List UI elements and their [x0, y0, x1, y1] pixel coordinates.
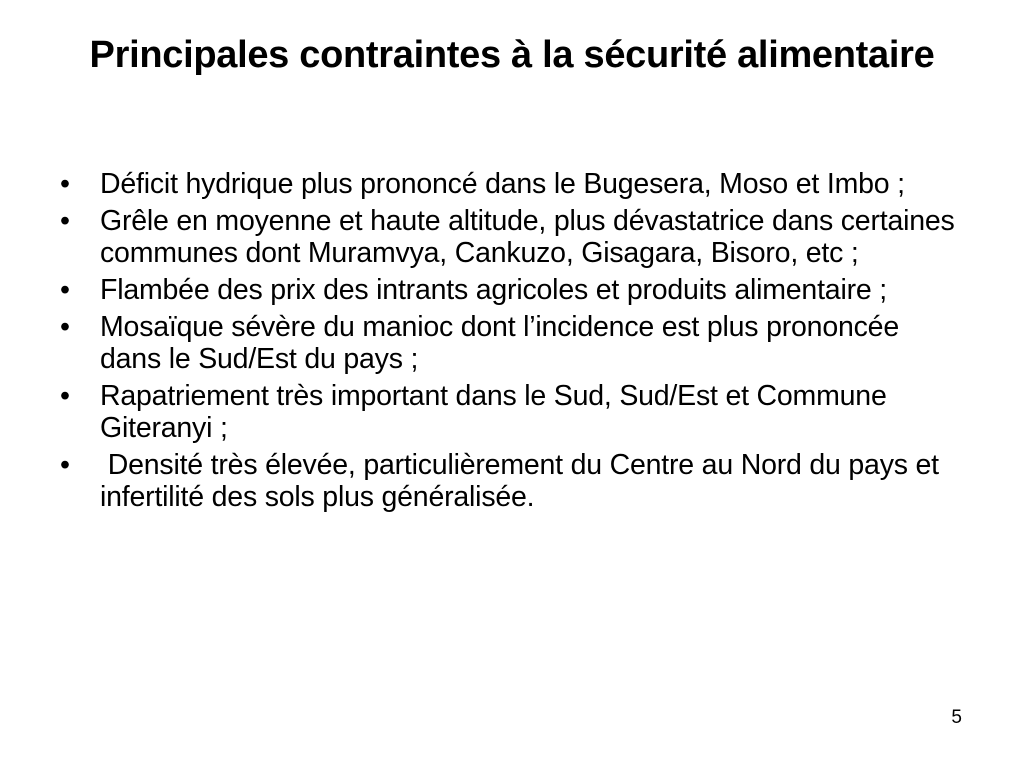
bullet-item-1 [60, 168, 965, 200]
bullet-glyph: • [60, 449, 70, 481]
bullet-text: Rapatriement très important dans le Sud, Sud/Est et Commune Giteranyi ; [100, 380, 895, 444]
bullet-glyph: • [60, 205, 70, 237]
bullet-list [60, 168, 965, 518]
bullet-item-3 [60, 274, 965, 306]
bullet-text: Flambée des prix des intrants agricoles et produits alimentaire ; [100, 274, 887, 306]
bullet-item-4 [60, 311, 965, 375]
bullet-item-6 [60, 449, 965, 513]
bullet-glyph: • [60, 274, 70, 306]
slide-number: 5 [951, 707, 962, 728]
bullet-item-5 [60, 380, 965, 444]
bullet-text: Mosaïque sévère du manioc dont l’incidence est plus prononcée dans le Sud/Est du pays ; [100, 311, 907, 375]
bullet-text: Grêle en moyenne et haute altitude, plus dévastatrice dans certaines communes dont Muramvya, Cankuzo, Gisagara, Bisoro, etc ; [100, 205, 963, 269]
bullet-item-2 [60, 205, 965, 269]
bullet-text: Déficit hydrique plus prononcé dans le Bugesera, Moso et Imbo ; [100, 168, 905, 200]
bullet-glyph: • [60, 380, 70, 412]
bullet-glyph: • [60, 311, 70, 343]
bullet-glyph: • [60, 168, 70, 200]
slide-title: Principales contraintes à la sécurité alimentaire [89, 34, 935, 76]
bullet-text: Densité très élevée, particulièrement du Centre au Nord du pays et infertilité des sols plus généralisée. [100, 449, 947, 513]
